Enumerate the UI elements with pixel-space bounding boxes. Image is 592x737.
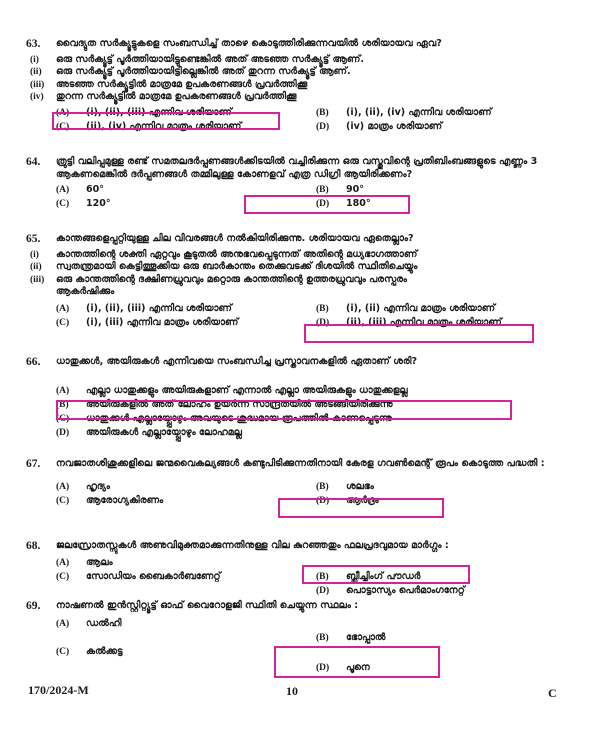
answer-highlight (52, 112, 280, 130)
answer-highlight (56, 400, 512, 420)
statement: (ii) സ്വതന്ത്രമായി കെട്ടിത്തൂക്കിയ ഒരു ബാർകാന്തം തെക്കുവടക്ക് ദിശയിൽ സ്ഥിതിചെയ്യും (30, 261, 418, 273)
answer-highlight (302, 565, 470, 584)
statement: (iii) ഒരു കാന്തത്തിന്റെ ദക്ഷിണധ്രുവവും മറ്റൊരു കാന്തത്തിന്റെ ഉത്തരധ്രുവവും പരസ്പരം (30, 273, 408, 285)
option-c[interactable]: (C) കൽക്കട്ട (56, 645, 123, 657)
question-number: 68. (26, 540, 41, 552)
option-b[interactable]: (B) അയിരുകളിൽ അത് ലോഹം ഉയർന്ന സാന്ദ്രതയിൽ അടങ്ങിയിരിക്കുന്നു (56, 398, 393, 410)
question-stem: നവജാതശിശുക്കളിലെ ജന്മവൈകല്യങ്ങൾ കണ്ടുപിടിക്കുന്നതിനായി കേരള ഗവൺമെന്റ് രൂപം കൊടുത്ത പദ്ധതി : (56, 458, 545, 469)
question-stem: ധാതുക്കൾ, അയിരുകൾ എന്നിവയെ സംബന്ധിച്ച പ്രസ്താവനകളിൽ ഏതാണ് ശരി? (56, 356, 418, 367)
option-d[interactable]: (D) ആർദ്രം (316, 494, 379, 506)
paper-code: 170/2024-M (28, 683, 89, 697)
option-c[interactable]: (C) (i), (iii) എന്നിവ മാത്രം ശരിയാണ് (56, 316, 239, 328)
question-number: 67. (26, 458, 41, 470)
statement: ആകർഷിക്കും (56, 286, 115, 298)
option-a[interactable]: (A) എല്ലാ ധാതുക്കളും അയിരുകളാണ് എന്നാൽ എല്ലാ അയിരുകളും ധാതുക്കളല്ല (56, 384, 408, 396)
question-66 (26, 356, 566, 441)
option-c[interactable]: (C) സോഡിയം ബൈകാർബണേറ്റ് (56, 570, 221, 582)
option-d[interactable]: (D) 180° (316, 198, 371, 210)
question-number: 63. (26, 38, 41, 50)
option-d[interactable]: (D) അയിരുകൾ എല്ലായ്പ്പോഴും ലോഹമല്ല (56, 426, 242, 438)
question-stem: ജലസ്രോതസ്സുകൾ അണുവിമുക്തമാക്കുന്നതിനുള്ള വില കുറഞ്ഞതും ഫലപ്രദവുമായ മാർഗ്ഗം : (56, 540, 449, 551)
option-b[interactable]: (B) 90° (316, 184, 364, 196)
option-c[interactable]: (C) ആരോഗ്യകിരണം (56, 494, 164, 506)
option-a[interactable]: (A) (i), (ii), (iii) എന്നിവ ശരിയാണ് (56, 302, 232, 314)
question-series: C (548, 686, 557, 700)
question-number: 66. (26, 356, 41, 368)
answer-highlight (278, 498, 444, 518)
answer-highlight (274, 646, 440, 678)
option-a[interactable]: (A) (i), (ii), (iii) എന്നിവ ശരിയാണ് (56, 106, 232, 118)
question-stem: കാന്തങ്ങളെപ്പറ്റിയുള്ള ചില വിവരങ്ങൾ നൽകിയിരിക്കുന്നു. ശരിയായവ ഏതെല്ലാം? (56, 233, 414, 244)
question-stem: വൈദ്യുത സർക്യൂട്ടുകളെ സംബന്ധിച്ച് താഴെ കൊടുത്തിരിക്കുന്നവയിൽ ശരിയായവ ഏവ? (56, 38, 442, 49)
option-d[interactable]: (D) പൊട്ടാസ്യം പെർമാംഗനേറ്റ് (316, 584, 465, 596)
option-b[interactable]: (B) (i), (ii), (iv) എന്നിവ ശരിയാണ് (316, 106, 492, 118)
question-65 (26, 233, 566, 331)
option-c[interactable]: (C) (ii), (iv) എന്നിവ മാത്രം ശരിയാണ് (56, 120, 242, 132)
question-68 (26, 540, 566, 599)
option-a[interactable]: (A) 60° (56, 184, 104, 196)
answer-highlight (304, 324, 534, 343)
option-d[interactable]: (D) (ii), (iii) എന്നിവ മാത്രം ശരിയാണ് (316, 316, 502, 328)
page-number: 10 (286, 684, 298, 698)
option-b[interactable]: (B) (i), (ii) എന്നിവ മാത്രം ശരിയാണ് (316, 302, 496, 314)
question-stem: ത്രുട്ടി വലിപ്പമുള്ള രണ്ട് സമതലദർപ്പണങ്ങൾക്കിടയിൽ വച്ചിരിക്കുന്ന ഒരു വസ്തുവിന്റെ പ്രതിബിംബങ്ങളുടെ എണ്ണം 3 ആകണമെങ്കിൽ ദർപ്പണങ്ങൾ തമ്മിലുള്ള കോണളവ് എത്ര ഡിഗ്രി ആയിരിക്കണം? (56, 156, 538, 180)
statement: (iv) തുറന്ന സർക്യൂട്ടിൽ മാത്രമേ ഉപകരണങ്ങൾ പ്രവർത്തിക്കൂ (30, 91, 297, 103)
answer-highlight (244, 195, 410, 214)
option-a[interactable]: (A) ഡൽഹി (56, 617, 122, 629)
option-d[interactable]: (D) (iv) മാത്രം ശരിയാണ് (316, 120, 443, 132)
option-b[interactable]: (B) ശലഭം (316, 480, 374, 492)
question-number: 69. (26, 600, 41, 612)
option-b[interactable]: (B) ബ്ലീച്ചിംഗ് പൗഡർ (316, 570, 421, 582)
option-d[interactable]: (D) പൂനെ (316, 661, 370, 673)
statement: (iii) അടഞ്ഞ സർക്യൂട്ടിൽ മാത്രമേ ഉപകരണങ്ങൾ പ്രവർത്തിക്കൂ (30, 78, 308, 90)
statement: (i) ഒരു സർക്യൂട്ട് പൂർത്തിയായിട്ടുണ്ടെങ്കിൽ അത് അടഞ്ഞ സർക്യൂട്ട് ആണ്. (30, 53, 364, 65)
question-number: 64. (26, 156, 41, 168)
statement: (i) കാന്തത്തിന്റെ ശക്തി ഏറ്റവും കൂടുതൽ അനുഭവപ്പെടുന്നത് അതിന്റെ മധ്യഭാഗത്താണ് (30, 248, 418, 260)
option-b[interactable]: (B) ഭോപ്പാൽ (316, 631, 386, 643)
option-a[interactable]: (A) ഹൃദ്യം (56, 480, 110, 492)
option-c[interactable]: (C) 120° (56, 198, 111, 210)
statement: (ii) ഒരു സർക്യൂട്ട് പൂർത്തിയായിട്ടില്ലെങ്കിൽ അത് തുറന്ന സർക്യൂട്ട് ആണ്. (30, 66, 351, 78)
question-number: 65. (26, 233, 41, 245)
option-a[interactable]: (A) ആലം (56, 556, 113, 568)
option-c[interactable]: (C) ധാതുക്കൾ എല്ലായ്പ്പോഴും അവയുടെ ശുദ്ധമായ രൂപത്തിൽ കാണപ്പെടുന്നു (56, 412, 392, 424)
question-stem: നാഷണൽ ഇൻസ്റ്റിറ്റ്യൂട്ട് ഓഫ് വൈറോളജി സ്ഥിതി ചെയ്യുന്ന സ്ഥലം : (56, 600, 359, 611)
